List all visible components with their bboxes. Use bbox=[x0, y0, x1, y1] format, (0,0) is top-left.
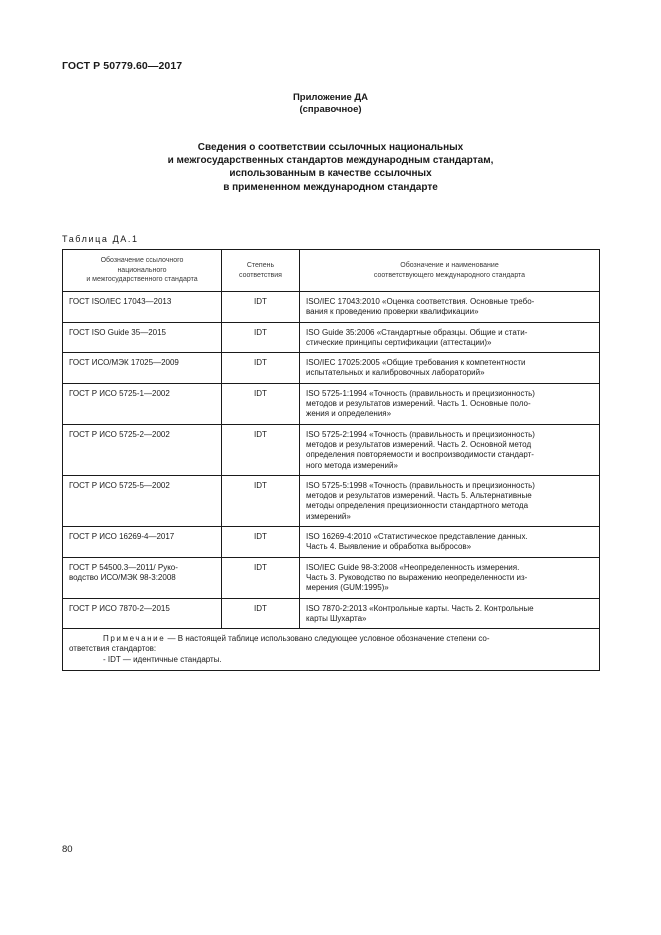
international-standard-cell: ISO/IEC 17025:2005 «Общие требования к компетентности испытательных и калибровочных лабораторий» bbox=[300, 353, 600, 384]
degree-cell: IDT bbox=[222, 424, 300, 475]
header-international-standard: Обозначение и наименование соответствующего международного стандарта bbox=[300, 250, 600, 292]
appendix-subtitle: (справочное) bbox=[299, 104, 362, 115]
table-row bbox=[63, 353, 600, 384]
national-standard-cell: ГОСТ Р ИСО 5725-2—2002 bbox=[63, 424, 222, 475]
table-row bbox=[63, 322, 600, 353]
degree-cell: IDT bbox=[222, 322, 300, 353]
table-note bbox=[63, 629, 600, 671]
note-label: Примечание bbox=[103, 634, 166, 644]
national-standard-cell: ГОСТ Р ИСО 5725-5—2002 bbox=[63, 475, 222, 526]
header-degree: Степень соответствия bbox=[222, 250, 300, 292]
international-standard-cell: ISO 5725-2:1994 «Точность (правильность и прецизионность) методов и результатов измерений. Часть 2. Основной метод определения повторяемости и воспроизводимости стандарт- ного метода измерений» bbox=[300, 424, 600, 475]
page-number: 80 bbox=[62, 844, 73, 855]
table-row bbox=[63, 557, 600, 598]
title-line: и межгосударственных стандартов международным стандартам, bbox=[167, 155, 494, 167]
national-standard-cell: ГОСТ ISO/IEC 17043—2013 bbox=[63, 292, 222, 323]
degree-cell: IDT bbox=[222, 292, 300, 323]
table-row bbox=[63, 598, 600, 629]
degree-cell: IDT bbox=[222, 383, 300, 424]
degree-cell: IDT bbox=[222, 475, 300, 526]
national-standard-cell: ГОСТ ISO Guide 35—2015 bbox=[63, 322, 222, 353]
note-text: — В настоящей таблице использовано следующее условное обозначение степени со- bbox=[167, 634, 490, 644]
international-standard-cell: ISO 5725-1:1994 «Точность (правильность и прецизионность) методов и результатов измерений. Часть 1. Основные поло- жения и определения» bbox=[300, 383, 600, 424]
table-row bbox=[63, 475, 600, 526]
international-standard-cell: ISO/IEC 17043:2010 «Оценка соответствия. Основные требо- вания к проведению проверки квалификации» bbox=[300, 292, 600, 323]
table-row bbox=[63, 527, 600, 558]
table-row bbox=[63, 424, 600, 475]
appendix-heading bbox=[0, 92, 661, 116]
document-header: ГОСТ Р 50779.60—2017 bbox=[62, 60, 183, 72]
degree-cell: IDT bbox=[222, 353, 300, 384]
table-row bbox=[63, 383, 600, 424]
correspondence-table bbox=[62, 249, 600, 671]
national-standard-cell: ГОСТ ИСО/МЭК 17025—2009 bbox=[63, 353, 222, 384]
national-standard-cell: ГОСТ Р 54500.3—2011/ Руко- водство ИСО/МЭК 98-3:2008 bbox=[63, 557, 222, 598]
table-header-row bbox=[63, 250, 600, 292]
degree-cell: IDT bbox=[222, 557, 300, 598]
title-line: Сведения о соответствии ссылочных национальных bbox=[197, 142, 464, 153]
section-title bbox=[0, 141, 661, 194]
table-row bbox=[63, 292, 600, 323]
note-text-continued: ответствия стандартов: bbox=[69, 644, 157, 654]
international-standard-cell: ISO 5725-5:1998 «Точность (правильность и прецизионность) методов и результатов измерений. Часть 5. Альтернативные методы определения прецизионности стандартного метода измерений» bbox=[300, 475, 600, 526]
international-standard-cell: ISO Guide 35:2006 «Стандартные образцы. Общие и стати- стические принципы сертификации (аттестации)» bbox=[300, 322, 600, 353]
national-standard-cell: ГОСТ Р ИСО 5725-1—2002 bbox=[63, 383, 222, 424]
table-caption: Таблица ДА.1 bbox=[62, 234, 139, 244]
international-standard-cell: ISO/IEC Guide 98-3:2008 «Неопределенность измерения. Часть 3. Руководство по выражению неопределенности из- мерения (GUM:1995)» bbox=[300, 557, 600, 598]
national-standard-cell: ГОСТ Р ИСО 16269-4—2017 bbox=[63, 527, 222, 558]
international-standard-cell: ISO 7870-2:2013 «Контрольные карты. Часть 2. Контрольные карты Шухарта» bbox=[300, 598, 600, 629]
national-standard-cell: ГОСТ Р ИСО 7870-2—2015 bbox=[63, 598, 222, 629]
degree-cell: IDT bbox=[222, 527, 300, 558]
title-line: использованным в качестве ссылочных bbox=[229, 168, 432, 180]
header-national-standard: Обозначение ссылочного национального и межгосударственного стандарта bbox=[63, 250, 222, 292]
title-line: в примененном международном стандарте bbox=[223, 181, 438, 193]
international-standard-cell: ISO 16269-4:2010 «Статистическое представление данных. Часть 4. Выявление и обработка выбросов» bbox=[300, 527, 600, 558]
degree-cell: IDT bbox=[222, 598, 300, 629]
note-item: - IDT — идентичные стандарты. bbox=[103, 654, 222, 664]
appendix-title: Приложение ДА bbox=[292, 92, 369, 103]
table-note-row bbox=[63, 629, 600, 671]
